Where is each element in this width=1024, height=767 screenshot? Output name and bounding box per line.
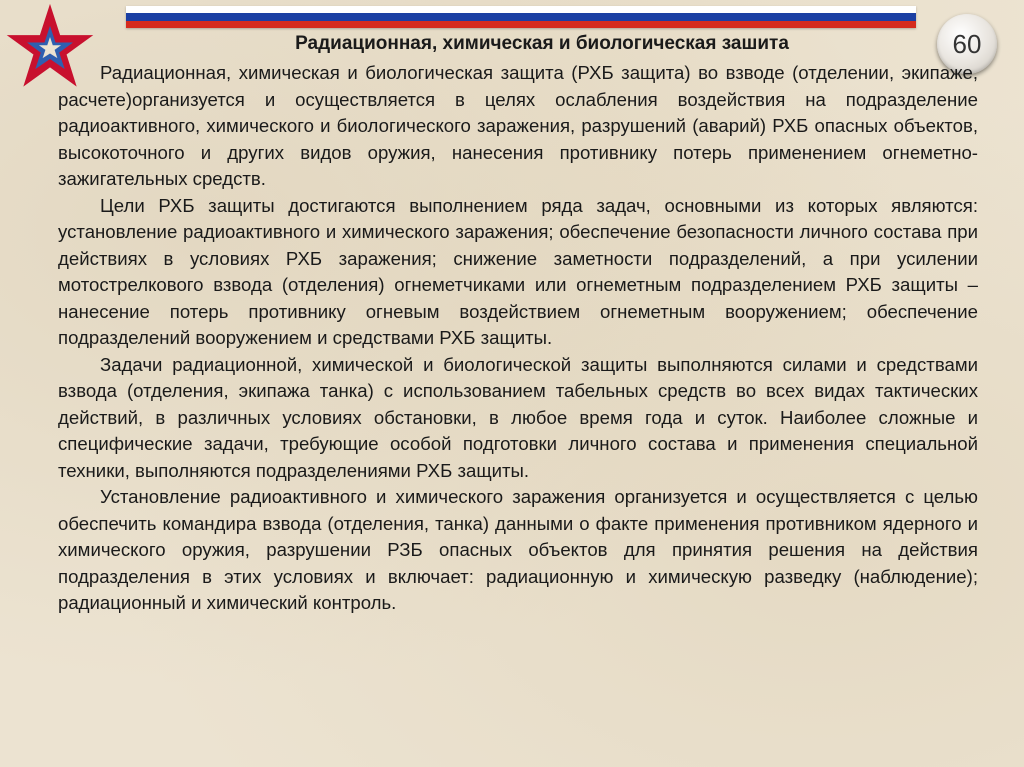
flag-stripe-blue [126,13,916,20]
slide-title: Радиационная, химическая и биологическая зашита [295,33,789,54]
flag-stripe-white [126,6,916,13]
page-number: 60 [952,28,982,59]
slide-body [58,60,978,617]
paragraph-1: Радиационная, химическая и биологическая защита (РХБ защита) во взводе (отделении, экипаже, расчете)организуется и осуществляется в целях ослабления воздействия на подразделение радиоактивного, химического и биологического заражения, разрушений (аварий) РХБ опасных объектов, высокоточного и других видов оружия, нанесения противнику потерь применением огнеметно-зажигательных средств. [58,62,978,189]
russian-flag-banner [126,6,916,28]
paragraph-4: Установление радиоактивного и химического заражения организуется и осуществляется с целью обеспечить командира взвода (отделения, танка) данными о факте применения противником ядерного и химического оружия, разрушении РЗБ опасных объектов для принятия решения на действия подразделения в этих условиях и включает: радиационную и химическую разведку (наблюдение); радиационный и химический контроль. [58,486,978,613]
flag-stripe-red [126,21,916,28]
paragraph-3: Задачи радиационной, химической и биологической защиты выполняются силами и средствами взвода (отделения, экипажа танка) с использованием табельных средств во всех видах тактических действий, в различных условиях обстановки, в любое время года и суток. Наиболее сложные и специфические задачи, требующие особой подготовки личного состава и применения специальной техники, выполняются подразделениями РХБ защиты. [58,353,978,481]
paragraph-2: Цели РХБ защиты достигаются выполнением ряда задач, основными из которых являются: установление радиоактивного и химического заражения; обеспечение безопасности личного состава при действиях в условиях РХБ заражения; снижение заметности подразделений, а при усилении мотострелкового взвода (отделения) огнеметчиками или огнеметным подразделением РХБ защиты – нанесение потерь противнику огневым воздействием огнеметным вооружением; обеспечение подразделений вооружением и средствами РХБ защиты. [58,194,978,348]
